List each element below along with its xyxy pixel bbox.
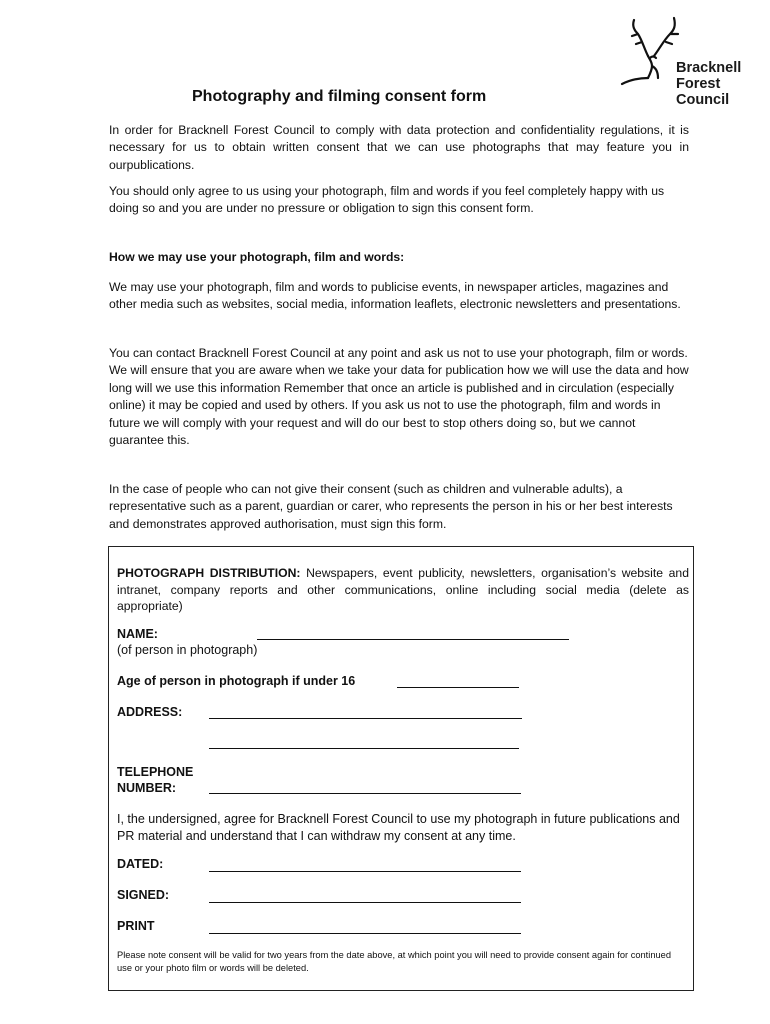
distribution-statement <box>117 565 689 615</box>
usage-paragraph: We may use your photograph, film and words to publicise events, in newspaper articles, magazines and other media such as websites, social media, information leaflets, electronic newsletters and presentations. <box>109 280 681 312</box>
logo-line-1: Bracknell <box>676 60 742 76</box>
print-label: PRINT <box>117 919 155 933</box>
distribution-label: PHOTOGRAPH DISTRIBUTION: <box>117 566 301 580</box>
dated-field[interactable] <box>209 871 521 872</box>
telephone-field[interactable] <box>209 793 521 794</box>
print-field[interactable] <box>209 933 521 934</box>
agreement-paragraph: You should only agree to us using your photograph, film and words if you feel completely happy with us doing so and you are under no pressure or obligation to sign this consent form. <box>109 184 665 216</box>
consent-form-box <box>108 546 694 991</box>
logo-line-3: Council <box>676 92 730 108</box>
consent-statement: I, the undersigned, agree for Bracknell Forest Council to use my photograph in future publications and PR material and understand that I can withdraw my consent at any time. <box>117 812 680 843</box>
telephone-label-line-2: NUMBER: <box>117 781 177 795</box>
address-field-line-2[interactable] <box>209 748 519 749</box>
age-label: Age of person in photograph if under 16 <box>117 674 356 688</box>
logo-line-2: Forest <box>676 76 721 92</box>
telephone-label-line-1: TELEPHONE <box>117 765 194 779</box>
name-field[interactable] <box>257 639 569 640</box>
signed-field[interactable] <box>209 902 521 903</box>
page-title: Photography and filming consent form <box>192 88 487 105</box>
address-field-line-1[interactable] <box>209 718 522 719</box>
name-label: NAME: <box>117 627 158 641</box>
distribution-text: Newspapers, event publicity, newsletters, organisation’s website and intranet, company reports and other communications, online including social media (delete as appropriate) <box>117 566 689 613</box>
stag-logo-icon <box>620 14 680 94</box>
signed-label: SIGNED: <box>117 888 170 902</box>
logo-wordmark <box>676 60 741 108</box>
council-logo <box>620 14 760 114</box>
usage-heading: How we may use your photograph, film and words: <box>109 250 405 264</box>
withdraw-paragraph: You can contact Bracknell Forest Council at any point and ask us not to use your photograph, film or words. We will ensure that you are aware when we take your data for publication how we will use the data and how long will we use this information Remember that once an article is published and in circulation (especially online) it may be copied and used by others. If you ask us not to use the photograph, film and words in future we will comply with your request and will do our best to stop others doing so, but we cannot guarantee this. <box>109 346 689 448</box>
name-sublabel: (of person in photograph) <box>117 643 258 657</box>
representative-paragraph: In the case of people who can not give their consent (such as children and vulnerable adults), a representative such as a parent, guardian or carer, who represents the person in his or her best interests and demonstrates approved authorisation, must sign this form. <box>109 482 673 531</box>
age-field[interactable] <box>397 687 519 688</box>
dated-label: DATED: <box>117 857 164 871</box>
validity-note: Please note consent will be valid for two years from the date above, at which point you will need to provide consent again for continued use or your photo film or words will be deleted. <box>117 950 672 973</box>
address-label: ADDRESS: <box>117 705 183 719</box>
intro-paragraph: In order for Bracknell Forest Council to comply with data protection and confidentiality regulations, it is necessary for us to obtain written consent that we can use photographs that may feature you in ourpublications. <box>109 123 689 172</box>
